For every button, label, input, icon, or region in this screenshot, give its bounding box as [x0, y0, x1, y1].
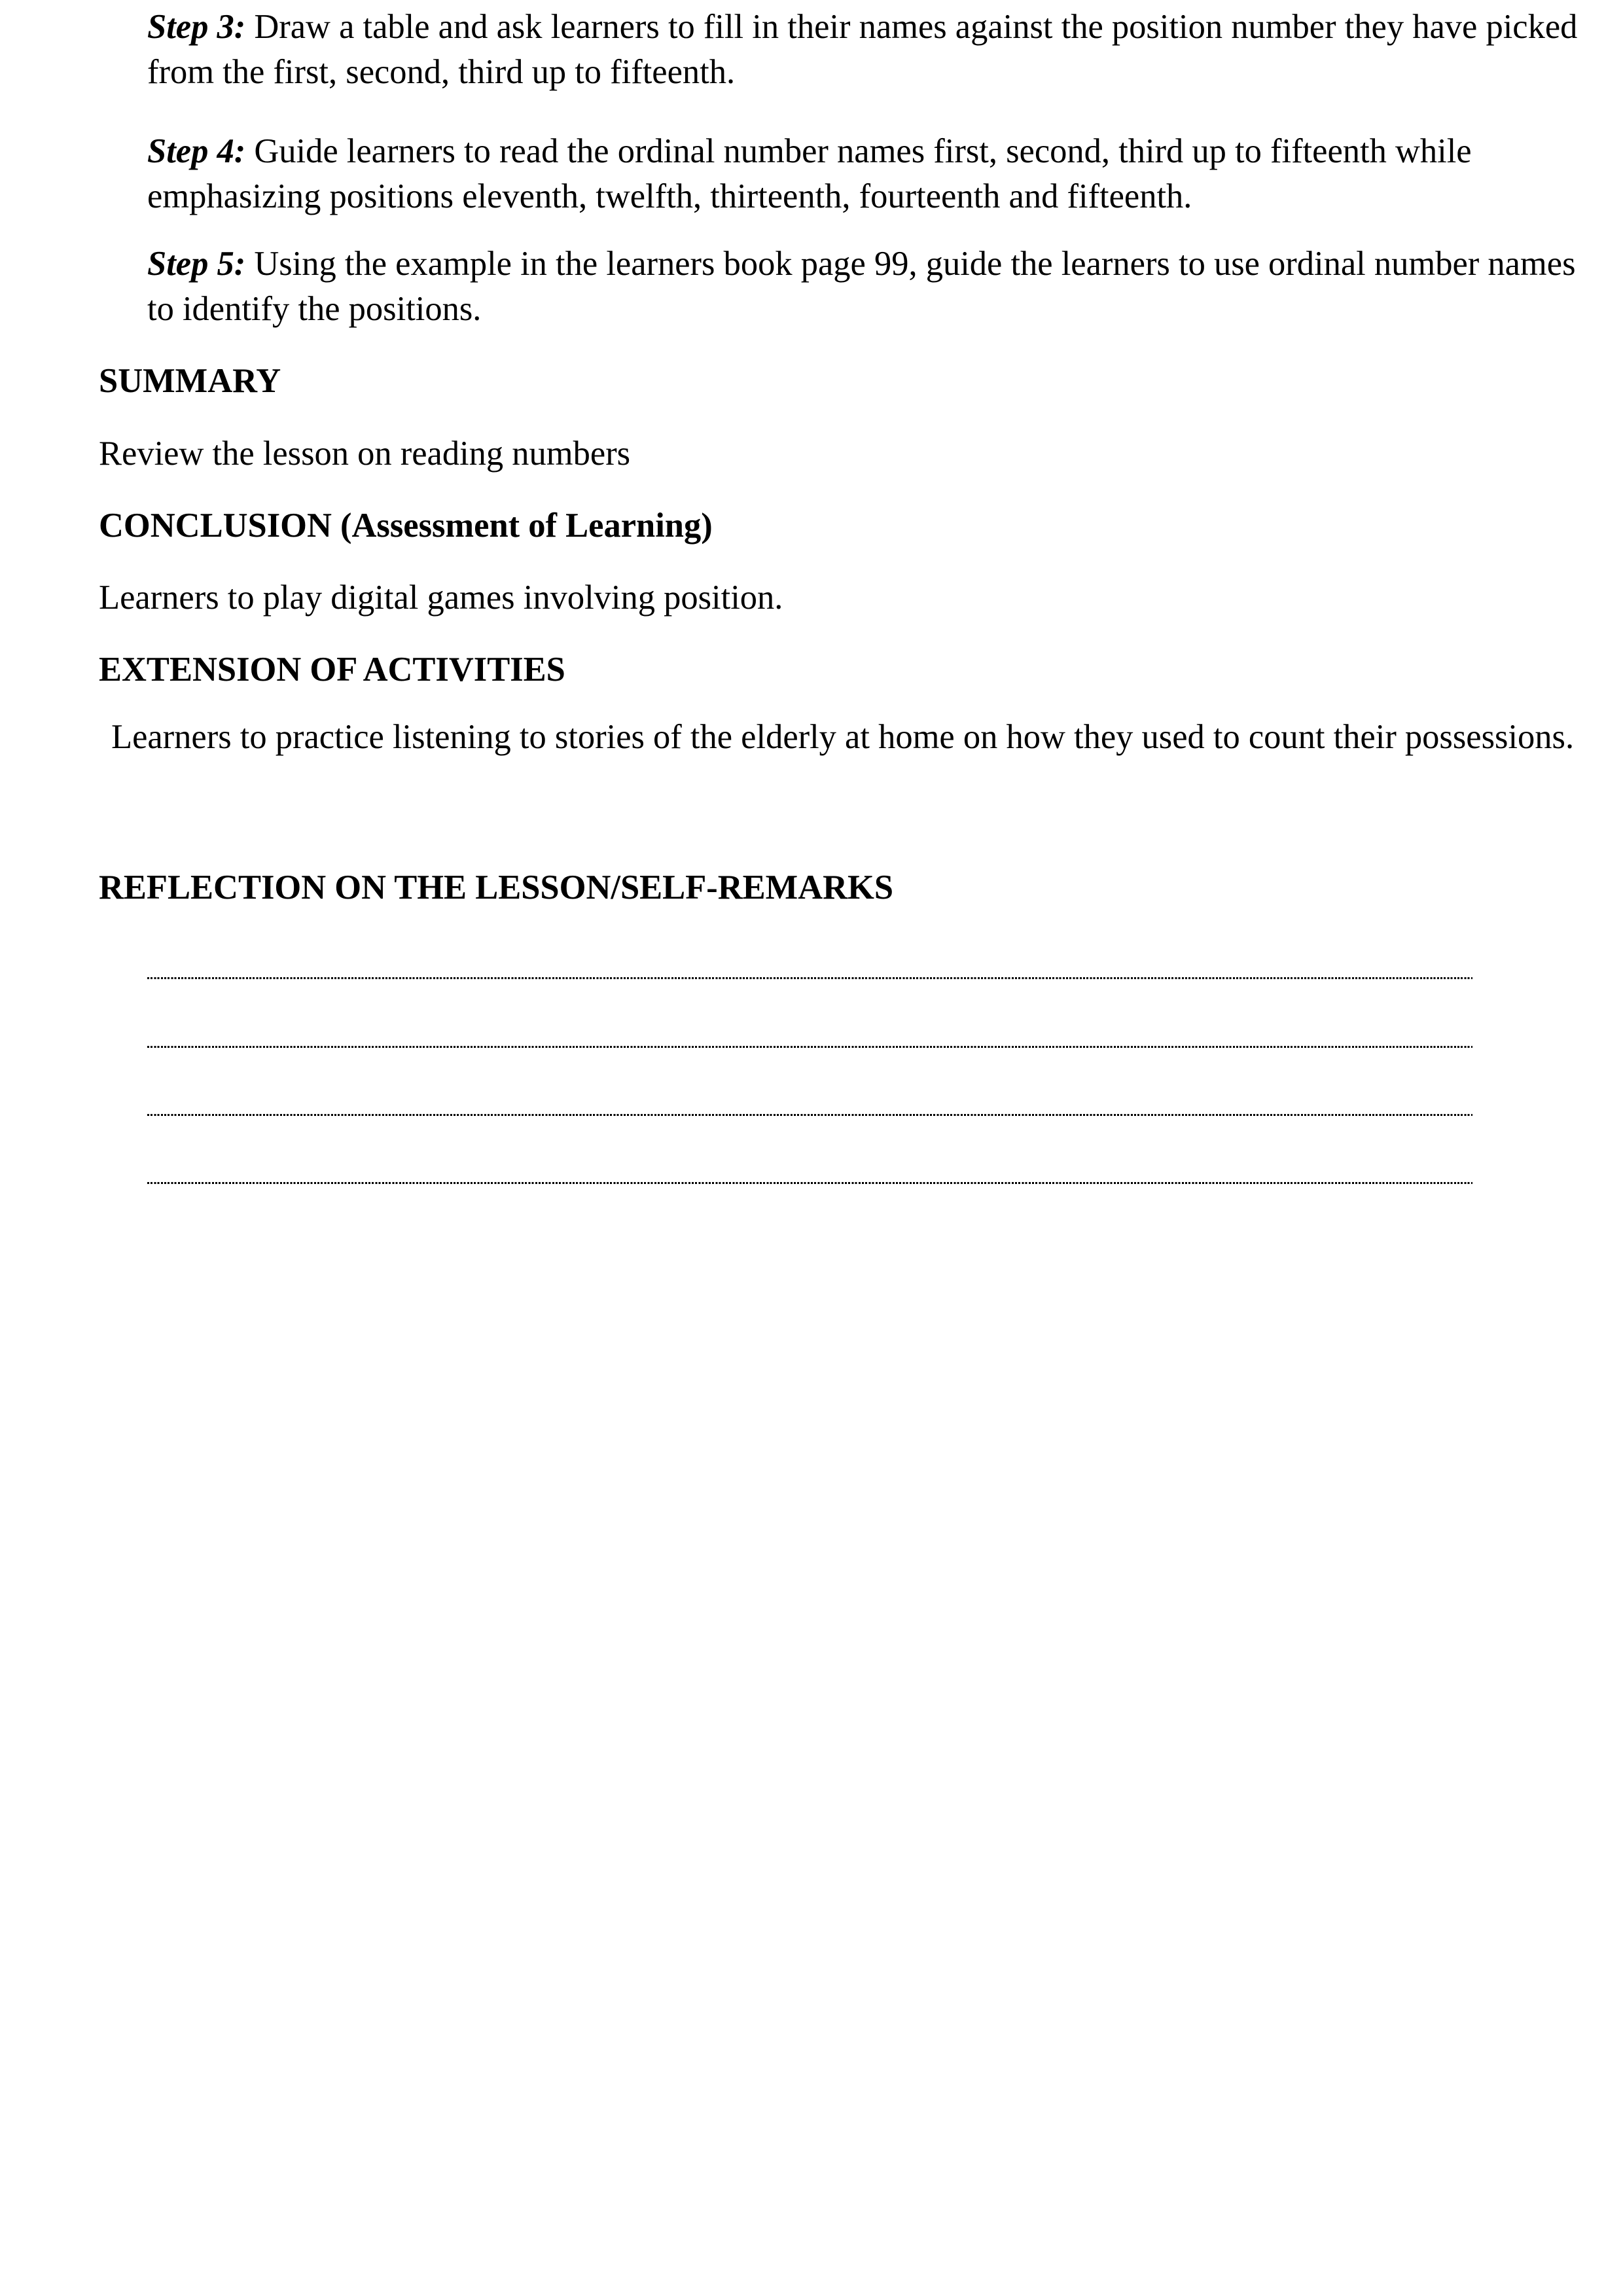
step-5-line-2: [147, 292, 481, 327]
step-5-text-1: Using the example in the learners book page 99, guide the learners to use ordinal number names: [245, 245, 1576, 283]
step-5-line-1: [147, 247, 1576, 281]
extension-heading: EXTENSION OF ACTIVITIES: [99, 651, 565, 689]
step-3-line-2: [147, 55, 735, 90]
reflection-blank-line-4: [147, 1182, 1472, 1184]
step-3-line-1: [147, 10, 1577, 45]
step-4-text-1: Guide learners to read the ordinal number names first, second, third up to fifteenth while: [245, 132, 1472, 170]
conclusion-body: Learners to play digital games involving position.: [99, 579, 783, 617]
step-4-label: Step 4:: [147, 132, 246, 170]
step-4-line-1: [147, 134, 1472, 169]
step-4-line-2: [147, 179, 1192, 214]
step-3-text-1: Draw a table and ask learners to fill in their names against the position number they have picked: [245, 8, 1578, 46]
step-5-text-2: to identify the positions.: [147, 290, 482, 328]
step-3-text-2: from the first, second, third up to fifteenth.: [147, 53, 736, 91]
step-4-text-2: emphasizing positions eleventh, twelfth, thirteenth, fourteenth and fifteenth.: [147, 177, 1192, 215]
summary-heading: SUMMARY: [99, 362, 281, 400]
summary-body: Review the lesson on reading numbers: [99, 435, 631, 473]
reflection-blank-line-1: [147, 977, 1472, 979]
extension-body: Learners to practice listening to stories of the elderly at home on how they used to count their possessions.: [111, 718, 1575, 756]
step-5-label: Step 5:: [147, 245, 246, 283]
step-3-label: Step 3:: [147, 8, 246, 46]
reflection-heading: REFLECTION ON THE LESSON/SELF-REMARKS: [99, 869, 894, 906]
reflection-blank-line-2: [147, 1046, 1472, 1048]
reflection-blank-line-3: [147, 1114, 1472, 1116]
conclusion-heading: CONCLUSION (Assessment of Learning): [99, 507, 713, 545]
